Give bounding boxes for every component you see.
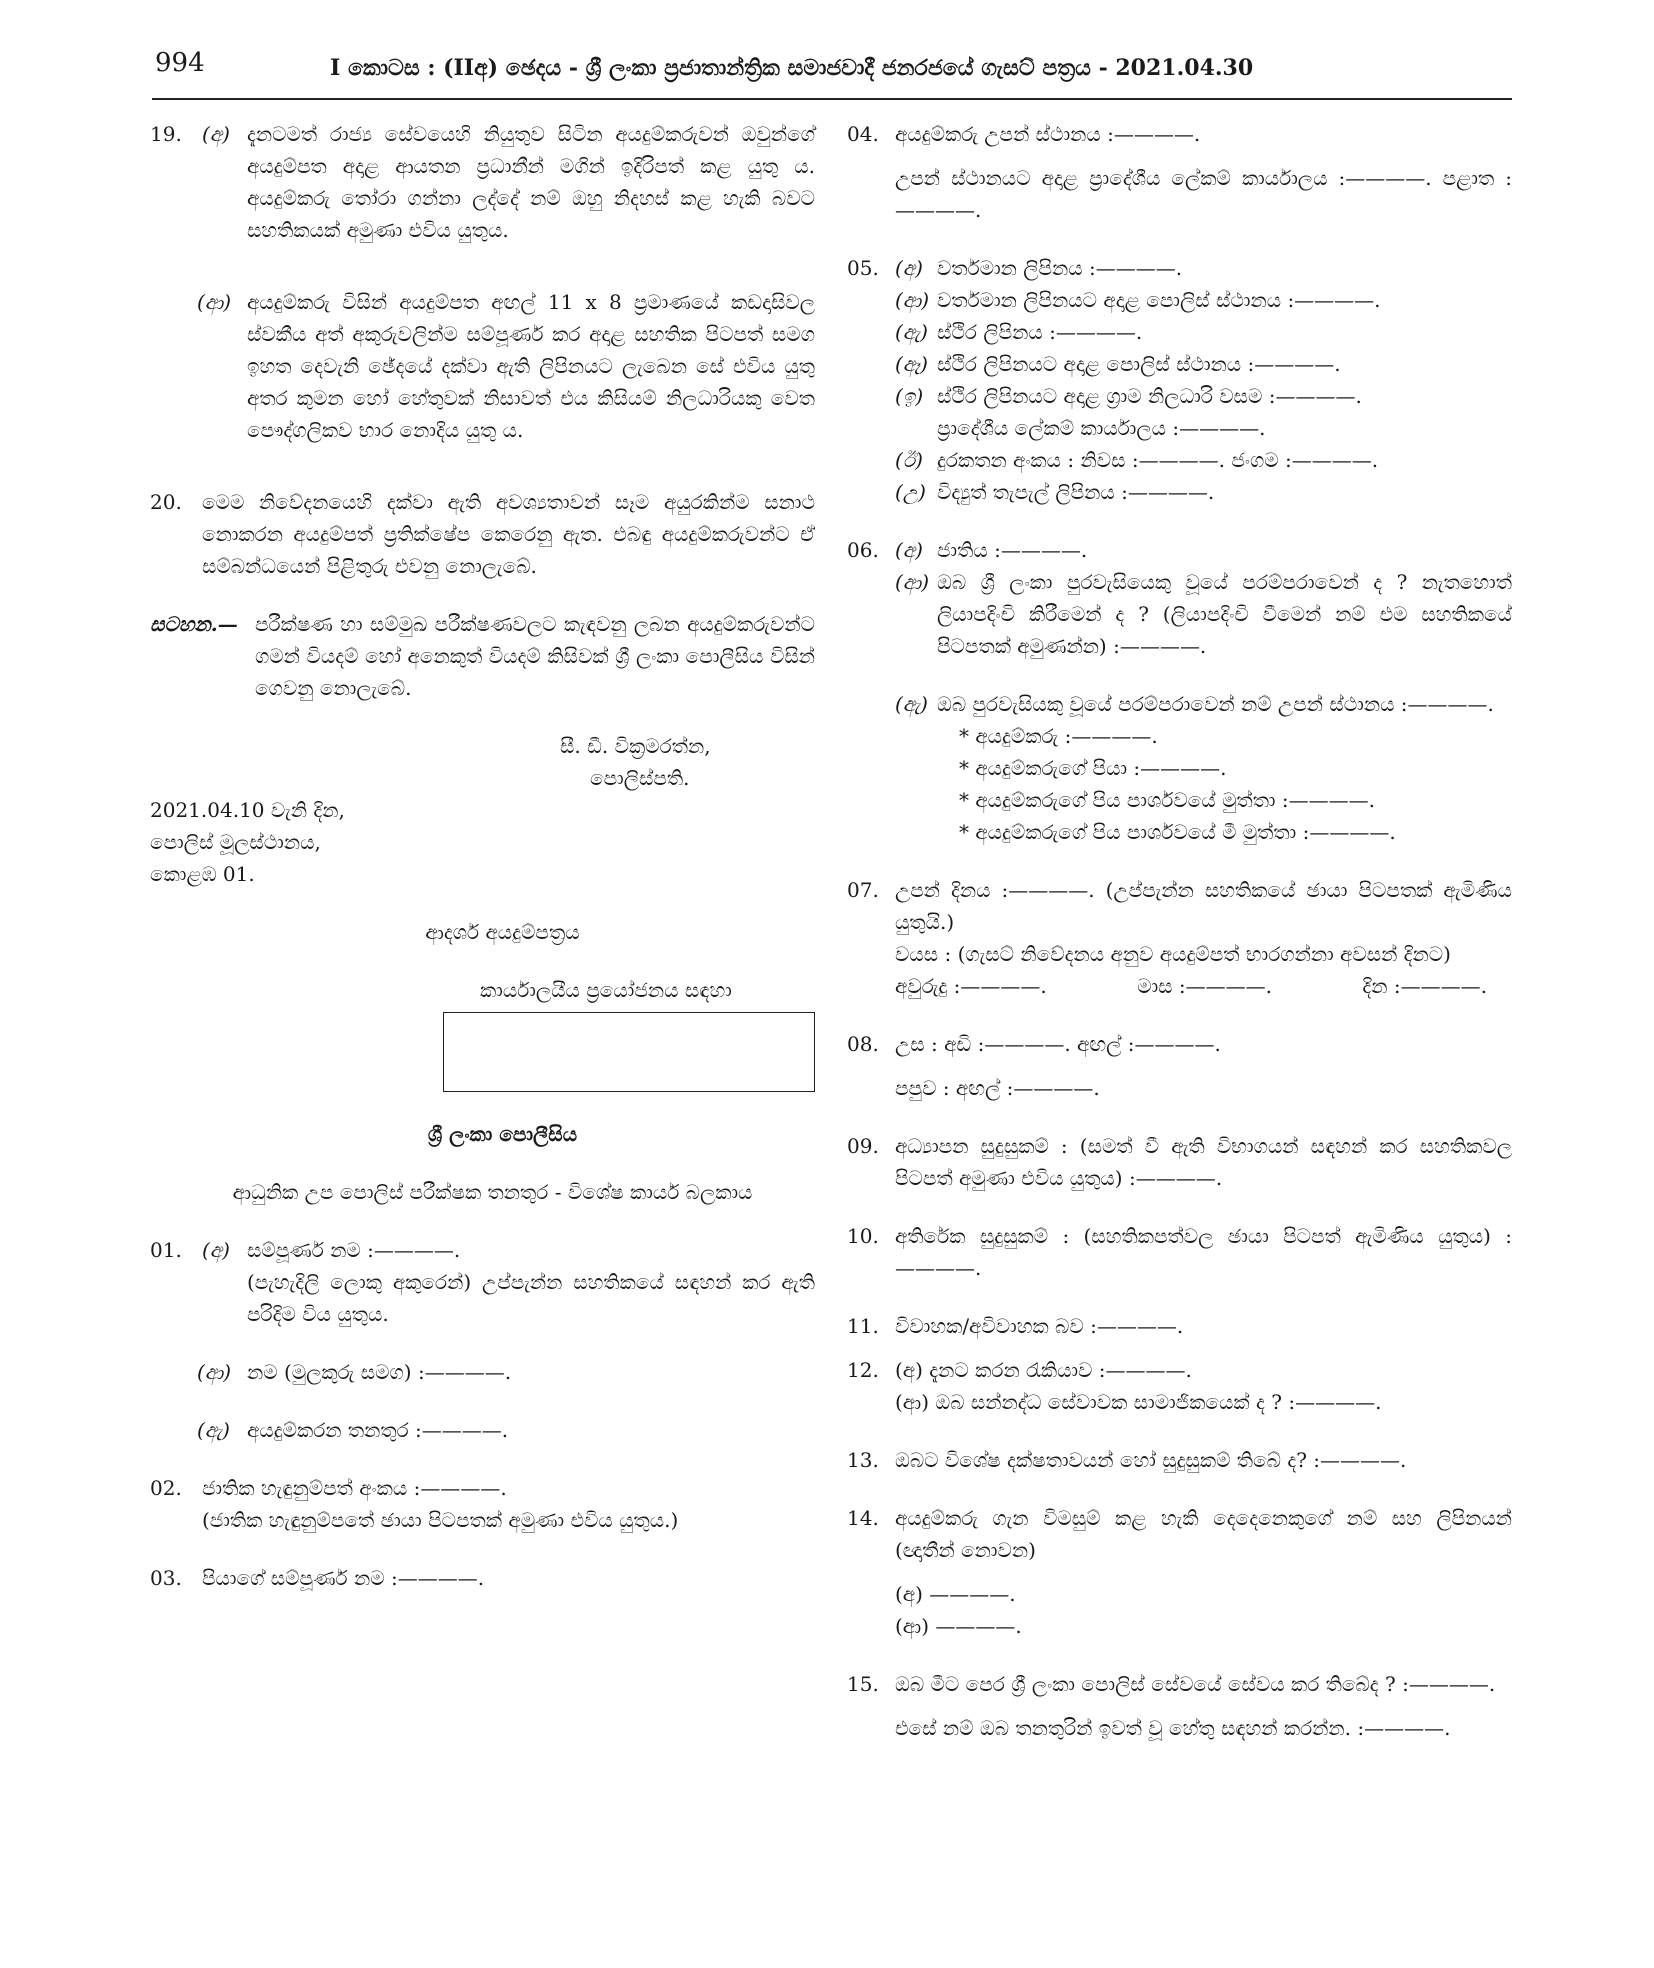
question-sub-label: (ඊ) bbox=[895, 448, 923, 472]
ancestry-list bbox=[937, 720, 1512, 848]
question-text: උස : අඩි :————. අඟල් :————. bbox=[895, 1032, 1221, 1056]
question-sub-label: (ආ) bbox=[197, 1360, 232, 1384]
question-05d bbox=[895, 348, 1512, 380]
question-sub-label: (ඇ) bbox=[895, 320, 928, 344]
question-04 bbox=[847, 118, 1512, 226]
question-number: 06. bbox=[847, 538, 879, 562]
question-number: 05. bbox=[847, 256, 879, 280]
age-years: අවුරුදු :————. bbox=[895, 974, 1047, 998]
header-rule bbox=[152, 98, 1512, 100]
question-text: (අ) දැනට කරන රැකියාව :————. bbox=[895, 1358, 1192, 1382]
question-06c bbox=[895, 688, 1512, 720]
question-number: 04. bbox=[847, 122, 879, 146]
right-column bbox=[847, 118, 1512, 1744]
question-05f bbox=[895, 444, 1512, 476]
question-text: වර්තමාන ලිපිනය :————. bbox=[937, 256, 1183, 280]
question-05g bbox=[895, 476, 1512, 508]
question-03 bbox=[150, 1562, 815, 1594]
question-text: (ආ) ඔබ සන්නද්ධ සේවාවක සාමාජිකයෙක් ද ? :————. bbox=[895, 1390, 1382, 1414]
para-number: 20. bbox=[150, 490, 182, 514]
question-text: නම (මුලකුරු සමග) :————. bbox=[247, 1360, 512, 1384]
question-number: 02. bbox=[150, 1476, 182, 1500]
left-column bbox=[150, 118, 815, 1594]
question-05 bbox=[847, 252, 1512, 508]
age-days: දින :————. bbox=[1362, 974, 1487, 998]
question-number: 12. bbox=[847, 1358, 879, 1382]
question-sub-label: (ආ) bbox=[895, 288, 930, 312]
question-text: අයදුම්කරු උපන් ස්ථානය :————. bbox=[895, 122, 1201, 146]
place-line: පොලිස් මූලස්ථානය, bbox=[150, 830, 321, 854]
question-12 bbox=[847, 1354, 1512, 1418]
page-number: 994 bbox=[155, 48, 205, 78]
question-text: සම්පූර්ණ නම :————. bbox=[247, 1238, 461, 1262]
question-02 bbox=[150, 1472, 815, 1536]
question-text: ස්ථිර ලිපිනයට අදාළ ග්‍රාම නිලධාරි වසම :————. bbox=[937, 384, 1362, 408]
para-text: දැනටමත් රාජ්‍ය සේවයෙහි නියුතුව සිටින අයදුම්කරුවන් ඔවුන්ගේ අයදුම්පත අදාළ ආයතන ප්‍රධානීන් මගින් ඉදිරිපත් කළ යුතු ය. අයදුම්කරු තෝරා ගන්නා ලද්දේ නම් ඔහු නිදහස් කළ හැකි බවට සහතිකයක් අමුණා එවිය යුතුය. bbox=[247, 122, 815, 242]
question-10 bbox=[847, 1220, 1512, 1284]
question-05c bbox=[895, 316, 1512, 348]
signatory-title: පොලිස්පති. bbox=[590, 766, 690, 790]
note-label: සටහන.— bbox=[150, 612, 238, 636]
question-text: අධ්‍යාපන සුදුසුකම් : (සමත් වී ඇති විභාගයන් සඳහන් කර සහතිකවල පිටපත් අමුණා එවිය යුතුය) :————. bbox=[895, 1134, 1512, 1190]
question-text: උපන් දිනය :————. (උප්පැන්න සහතිකයේ ඡායා පිටපතක් ඇමිණිය යුතුයි.) bbox=[895, 878, 1512, 934]
question-text: විද්‍යුත් තැපැල් ලිපිනය :————. bbox=[937, 480, 1215, 504]
question-15 bbox=[847, 1668, 1512, 1744]
question-text: අතිරේක සුදුසුකම් : (සහතිකපත්වල ඡායා පිටපත් ඇමිණිය යුතුය) :————. bbox=[895, 1224, 1512, 1280]
question-number: 13. bbox=[847, 1448, 879, 1472]
question-14 bbox=[847, 1502, 1512, 1642]
question-13 bbox=[847, 1444, 1512, 1476]
para-19a bbox=[150, 118, 815, 246]
question-note: උපන් ස්ථානයට අදාළ ප්‍රාදේශීය ලේකම් කාර්යාලය :————. පළාත :————. bbox=[895, 166, 1512, 222]
para-20 bbox=[150, 486, 815, 582]
question-number: 14. bbox=[847, 1506, 879, 1530]
question-number: 03. bbox=[150, 1566, 182, 1590]
question-06b bbox=[895, 566, 1512, 662]
question-sub-label: (අ) bbox=[202, 1238, 230, 1262]
question-number: 08. bbox=[847, 1032, 879, 1056]
question-note: පපුව : අඟල් :————. bbox=[895, 1076, 1100, 1100]
para-19b bbox=[150, 286, 815, 446]
question-05e-extra: ප්‍රාදේශීය ලේකම් කාර්යාලය :————. bbox=[937, 416, 1266, 440]
list-item: * අයදුම්කරුගේ පිය පාර්ශවයේ මී මුත්තා :————. bbox=[959, 820, 1396, 844]
organisation-name: ශ්‍රී ලංකා පොලීසිය bbox=[427, 1122, 578, 1146]
question-06 bbox=[847, 534, 1512, 848]
question-sub-label: (අ) bbox=[895, 256, 923, 280]
question-text: පියාගේ සම්පූර්ණ නම :————. bbox=[202, 1566, 485, 1590]
list-item: * අයදුම්කරු :————. bbox=[959, 724, 1158, 748]
question-text: ජාතික හැඳුනුම්පත් අංකය :————. bbox=[202, 1476, 507, 1500]
post-title: ආධුනික උප පොලිස් පරීක්ෂක තනතුර - විශේෂ කාර්ය බලකාය bbox=[232, 1180, 753, 1204]
question-note: (පැහැදිලි ලොකු අකුරෙන්) උප්පැන්න සහතිකයේ සඳහන් කර ඇති පරිදිම විය යුතුය. bbox=[247, 1270, 815, 1326]
question-number: 09. bbox=[847, 1134, 879, 1158]
place-line: කොළඹ 01. bbox=[150, 862, 255, 886]
signature-block bbox=[150, 730, 815, 794]
question-sub-label: (ඇ) bbox=[197, 1418, 230, 1442]
para-sub-label: (අ) bbox=[202, 122, 230, 146]
office-use-label: කාර්යාලයීය ප්‍රයෝජනය සඳහා bbox=[480, 978, 732, 1002]
date-place-block bbox=[150, 794, 815, 890]
referee-a: (අ) ————. bbox=[895, 1582, 1016, 1606]
date-line: 2021.04.10 වැනි දින, bbox=[150, 798, 345, 822]
para-text: මෙම නිවේදනයෙහි දක්වා ඇති අවශ්‍යතාවන් සෑම අයුරකින්ම සනාථ නොකරන අයදුම්පත් ප්‍රතික්ෂේප කෙරෙනු ඇත. එබඳු අයදුම්කරුවන්ට ඒ සම්බන්ධයෙන් පිළිතුරු එවනු නොලැබේ. bbox=[202, 490, 815, 578]
question-05b bbox=[895, 284, 1512, 316]
age-months: මාස :————. bbox=[1137, 974, 1272, 998]
list-item: * අයදුම්කරුගේ පියා :————. bbox=[959, 756, 1227, 780]
list-item: * අයදුම්කරුගේ පිය පාර්ශවයේ මුත්තා :————. bbox=[959, 788, 1375, 812]
question-05e bbox=[895, 380, 1512, 412]
running-title: I කොටස : (IIඅ) ඡෙදය - ශ්‍රී ලංකා ප්‍රජාතාන්ත්‍රික සමාජවාදී ජනරජයේ ගැසට් පත්‍රය - 2021.04.30 bbox=[330, 55, 1254, 81]
question-01b bbox=[150, 1356, 815, 1388]
question-05a bbox=[895, 252, 1512, 284]
office-use-box bbox=[443, 1012, 815, 1092]
question-note: (ජාතික හැඳුනුම්පතේ ඡායා පිටපතක් අමුණා එවිය යුතුය.) bbox=[202, 1508, 679, 1532]
question-number: 11. bbox=[847, 1314, 879, 1338]
question-text: වර්තමාන ලිපිනයට අදාළ පොලිස් ස්ථානය :————. bbox=[937, 288, 1381, 312]
question-text: අයදුම්කරන තනතුර :————. bbox=[247, 1418, 509, 1442]
question-sub-label: (අ) bbox=[895, 538, 923, 562]
referee-b: (ආ) ————. bbox=[895, 1614, 1022, 1638]
question-text: ස්ථිර ලිපිනයට අදාළ පොලිස් ස්ථානය :————. bbox=[937, 352, 1341, 376]
note-text: පරීක්ෂණ හා සම්මුඛ පරීක්ෂණවලට කැඳවනු ලබන අයදුම්කරුවන්ට ගමන් වියදම් හෝ අනෙකුත් වියදම් කිසිවක් ශ්‍රී ලංකා පොලීසිය විසින් ගෙවනු නොලැබේ. bbox=[255, 612, 815, 700]
question-text: ඔබට විශේෂ දක්ෂතාවයන් හෝ සුදුසුකම් තිබේ ද? :————. bbox=[895, 1448, 1407, 1472]
question-11 bbox=[847, 1310, 1512, 1342]
question-08 bbox=[847, 1028, 1512, 1104]
question-note: වයස : (ගැසට් නිවේදනය අනුව අයදුම්පත් භාරගන්නා අවසන් දිනට) bbox=[895, 942, 1451, 966]
question-sub-label: (ආ) bbox=[895, 570, 930, 594]
question-text: ඔබ ශ්‍රී ලංකා පුරවැසියෙකු වූයේ පරම්පරාවෙන් ද ? නැතහොත් ලියාපදිංචි කිරීමෙන් ද ? (ලියාපදිංචි වීමෙන් නම් එම සහතිකයේ පිටපතක් අමුණන්න) :————. bbox=[937, 570, 1512, 658]
para-sub-label: (ආ) bbox=[197, 290, 232, 314]
question-sub-label: (ඇ) bbox=[895, 692, 928, 716]
question-text: ඔබ පුරවැසියකු වූයේ පරම්පරාවෙන් නම් උපන් ස්ථානය :————. bbox=[937, 692, 1494, 716]
signatory-name: සී. ඩී. වික්‍රමරත්න, bbox=[560, 734, 711, 758]
question-text: ඔබ මීට පෙර ශ්‍රී ලංකා පොලිස් සේවයේ සේවය කර තිබේද ? :————. bbox=[895, 1672, 1496, 1696]
para-number: 19. bbox=[150, 122, 182, 146]
question-text: ස්ථිර ලිපිනය :————. bbox=[937, 320, 1143, 344]
model-form-title: ආදර්ශ අයදුම්පත්‍රය bbox=[425, 920, 580, 944]
question-number: 07. bbox=[847, 878, 879, 902]
note bbox=[150, 608, 815, 704]
question-number: 10. bbox=[847, 1224, 879, 1248]
age-fields bbox=[895, 970, 1512, 1002]
question-number: 15. bbox=[847, 1672, 879, 1696]
question-09 bbox=[847, 1130, 1512, 1194]
question-07 bbox=[847, 874, 1512, 1002]
question-sub-label: (ඈ) bbox=[895, 352, 928, 376]
question-01c bbox=[150, 1414, 815, 1446]
question-01a bbox=[150, 1234, 815, 1330]
question-number: 01. bbox=[150, 1238, 182, 1262]
question-text: අයදුම්කරු ගැන විමසුම් කළ හැකි දෙදෙනෙකුගේ නම් සහ ලිපිනයන් (ඥාතීන් නොවන) bbox=[895, 1506, 1512, 1562]
question-06a bbox=[895, 534, 1512, 566]
question-text: විවාහක/අවිවාහක බව :————. bbox=[895, 1314, 1184, 1338]
question-sub-label: (ඉ) bbox=[895, 384, 924, 408]
question-text: දුරකතන අංකය : නිවස :————. ජංගම :————. bbox=[937, 448, 1379, 472]
question-text: ජාතිය :————. bbox=[937, 538, 1088, 562]
para-text: අයදුම්කරු විසින් අයදුම්පත අඟල් 11 x 8 ප්‍රමාණයේ කඩදාසිවල ස්වකීය අත් අකුරුවලින්ම සම්පූර්ණ කර අදාළ සහතික පිටපත් සමග ඉහත දෙවැනි ඡේදයේ දක්වා ඇති ලිපිනයට ලැබෙන සේ එවිය යුතු අතර කුමන හෝ හේතුවක් නිසාවත් එය කිසියම් නිලධාරියකු වෙත පෞද්ගලිකව භාර නොදිය යුතු ය. bbox=[247, 290, 815, 442]
question-sub-label: (උ) bbox=[895, 480, 926, 504]
question-note: එසේ නම් ඔබ තනතුරින් ඉවත් වූ හේතු සඳහන් කරන්න. :————. bbox=[895, 1716, 1451, 1740]
